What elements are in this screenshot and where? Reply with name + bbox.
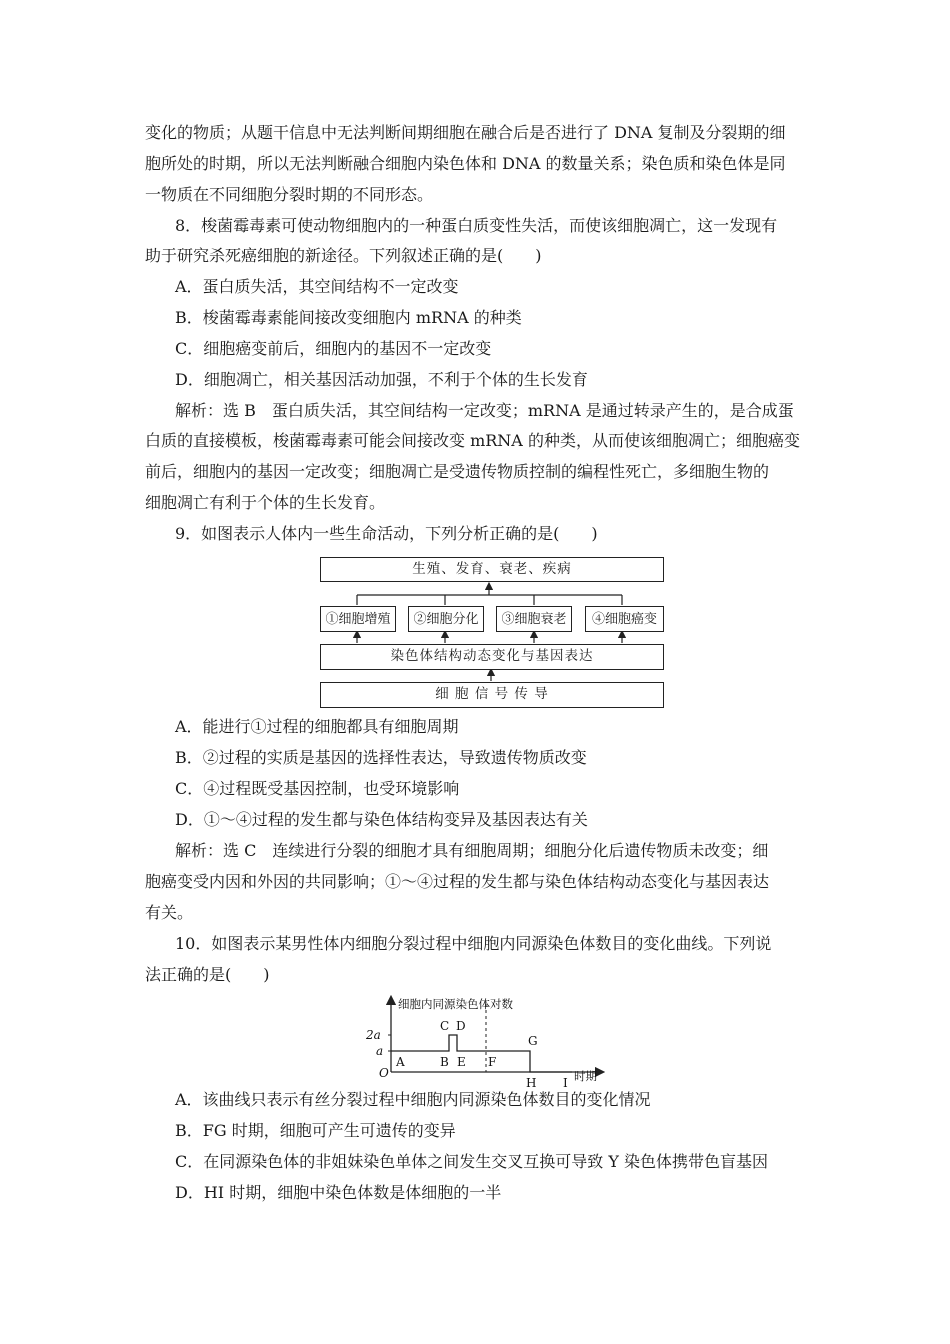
- q8-analysis: 解析：选 B 蛋白质失活，其空间结构一定改变；mRNA 是通过转录产生的，是合成蛋: [175, 401, 794, 420]
- diagram-process-box: ③细胞衰老: [496, 606, 572, 632]
- point-label-d: D: [456, 1019, 466, 1033]
- q8-analysis: 前后，细胞内的基因一定改变；细胞凋亡是受遗传物质控制的编程性死亡，多细胞生物的: [145, 462, 770, 481]
- intro-line: 变化的物质；从题干信息中无法判断间期细胞在融合后是否进行了 DNA 复制及分裂期的细: [145, 123, 786, 142]
- q9-option-d: D．①～④过程的发生都与染色体结构变异及基因表达有关: [175, 810, 588, 829]
- q9-analysis: 解析：选 C 连续进行分裂的细胞才具有细胞周期；细胞分化后遗传物质未改变；细: [175, 841, 769, 860]
- q9-analysis: 胞癌变受内因和外因的共同影响；①～④过程的发生都与染色体结构动态变化与基因表达: [145, 872, 770, 891]
- q8-analysis: 白质的直接模板，梭菌霉毒素可能会间接改变 mRNA 的种类，从而使该细胞凋亡；细胞癌变: [145, 431, 800, 450]
- q8-stem: 助于研究杀死癌细胞的新途径。下列叙述正确的是( ): [145, 246, 542, 265]
- point-label-g: G: [528, 1034, 538, 1048]
- diagram-process-box: ④细胞癌变: [585, 606, 664, 632]
- point-label-i: I: [563, 1076, 568, 1090]
- y-tick-2a: 2a: [366, 1028, 381, 1042]
- point-label-h: H: [526, 1076, 537, 1090]
- q10-option-b: B．FG 时期，细胞可产生可遗传的变异: [175, 1121, 456, 1140]
- q8-option-c: C．细胞癌变前后，细胞内的基因不一定改变: [175, 339, 492, 358]
- intro-line: 胞所处的时期，所以无法判断融合细胞内染色体和 DNA 的数量关系；染色质和染色体是同: [145, 154, 786, 173]
- point-label-c: C: [440, 1019, 450, 1033]
- q9-analysis: 有关。: [145, 903, 194, 922]
- q10-option-c: C．在同源染色体的非姐妹染色单体之间发生交叉互换可导致 Y 染色体携带色盲基因: [175, 1152, 768, 1171]
- q9-stem: 9．如图表示人体内一些生命活动，下列分析正确的是( ): [175, 524, 598, 543]
- curve-line: [391, 1035, 572, 1072]
- q10-option-a: A．该曲线只表示有丝分裂过程中细胞内同源染色体数目的变化情况: [175, 1090, 651, 1109]
- q9-option-a: A．能进行①过程的细胞都具有细胞周期: [175, 717, 459, 736]
- diagram-middle-box: 染色体结构动态变化与基因表达: [320, 644, 664, 670]
- point-label-e: E: [457, 1055, 466, 1069]
- q8-stem: 8．梭菌霉毒素可使动物细胞内的一种蛋白质变性失活，而使该细胞凋亡，这一发现有: [175, 216, 778, 235]
- diagram-top-box: 生殖、发育、衰老、疾病: [320, 557, 664, 582]
- q8-option-d: D．细胞凋亡，相关基因活动加强，不利于个体的生长发育: [175, 370, 588, 389]
- point-label-f: F: [488, 1055, 497, 1069]
- q10-stem: 法正确的是( ): [145, 965, 270, 984]
- q8-option-b: B．梭菌霉毒素能间接改变细胞内 mRNA 的种类: [175, 308, 522, 327]
- diagram-process-box: ①细胞增殖: [320, 606, 396, 632]
- origin-label: O: [379, 1066, 389, 1080]
- point-label-b: B: [440, 1055, 449, 1069]
- intro-line: 一物质在不同细胞分裂时期的不同形态。: [145, 185, 434, 204]
- diagram-bottom-box: 细 胞 信 号 传 导: [320, 682, 664, 708]
- q9-option-c: C．④过程既受基因控制，也受环境影响: [175, 779, 460, 798]
- y-tick-a: a: [376, 1044, 384, 1058]
- q8-analysis: 细胞凋亡有利于个体的生长发育。: [145, 493, 386, 512]
- y-axis-title: 细胞内同源染色体对数: [398, 997, 513, 1011]
- x-axis-title: 时期: [574, 1069, 597, 1083]
- q10-stem: 10．如图表示某男性体内细胞分裂过程中细胞内同源染色体数目的变化曲线。下列说: [175, 934, 772, 953]
- q8-option-a: A．蛋白质失活，其空间结构不一定改变: [175, 277, 459, 296]
- q9-option-b: B．②过程的实质是基因的选择性表达，导致遗传物质改变: [175, 748, 587, 767]
- q10-option-d: D．HI 时期，细胞中染色体数是体细胞的一半: [175, 1183, 502, 1202]
- diagram-process-box: ②细胞分化: [408, 606, 484, 632]
- point-label-a: A: [396, 1055, 405, 1069]
